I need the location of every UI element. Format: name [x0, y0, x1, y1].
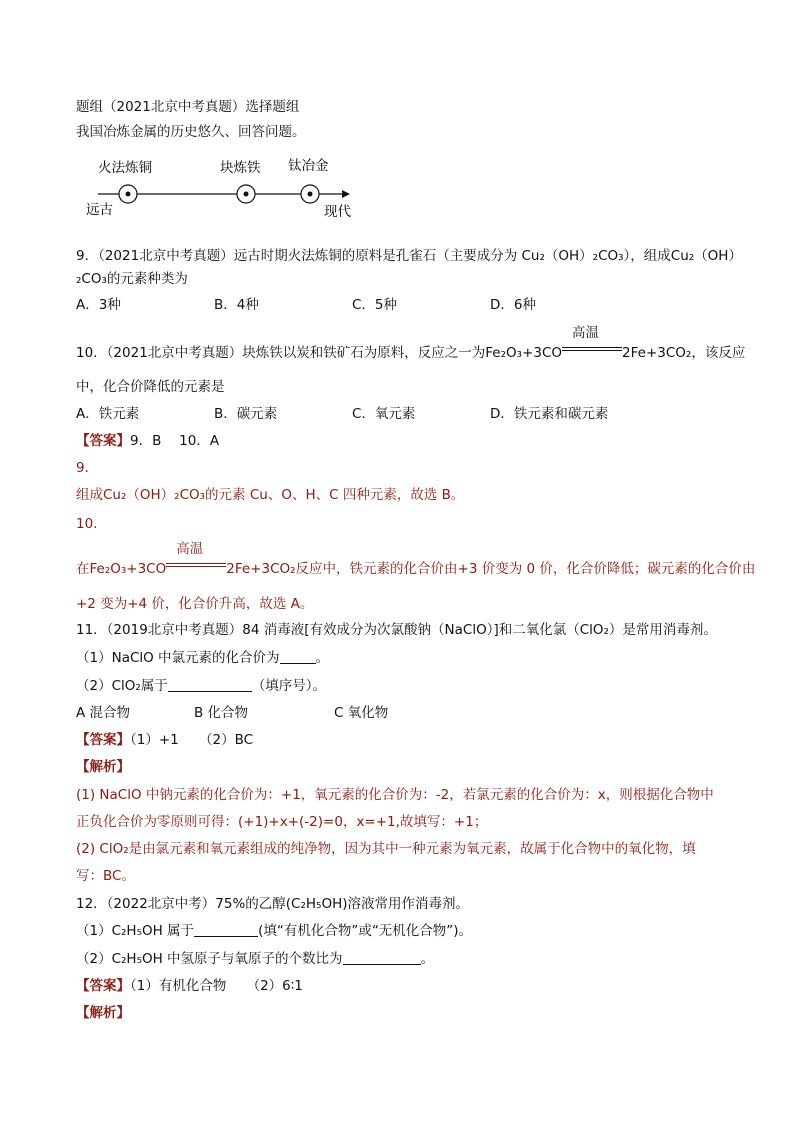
answer-11: 【答案】（1）+1 （2）BC: [76, 732, 254, 748]
question-10-stem: 10．（2021北京中考真题）块炼铁以炭和铁矿石为原料，反应之一为Fe₂O₃+3CO 高温 2Fe+3CO₂，该反应: [76, 325, 746, 361]
timeline-event-1: 火法炼铜: [98, 160, 152, 176]
analysis-10-number: 10．: [76, 516, 107, 532]
option-d: D．铁元素和碳元素: [490, 406, 609, 422]
analysis-9-number: 9．: [76, 460, 99, 476]
question-11-options: [76, 703, 388, 723]
analysis-heading-2: 【解析】: [76, 1005, 130, 1021]
answer-blank[interactable]: [168, 677, 252, 692]
option-a: A．铁元素: [76, 406, 140, 422]
analysis-11-line-1: (1) NaClO 中钠元素的化合价为：+1，氧元素的化合价为：-2，若氯元素的化合价为：x，则根据化合物中: [76, 787, 714, 803]
question-9-stem-cont: ₂CO₃的元素种类为: [76, 271, 188, 287]
option-c: C．5种: [352, 297, 398, 313]
option-b: B．碳元素: [214, 406, 278, 422]
timeline-marker-2: [237, 185, 255, 203]
question-12-part-1: （1）C₂H₅OH 属于 (填“有机化合物”或“无机化合物”)。: [76, 923, 473, 939]
reaction-condition: 高温: [166, 553, 226, 573]
analysis-11-line-4: 写：BC。: [76, 868, 135, 884]
option-d: D．6种: [490, 297, 536, 313]
question-10-options: [76, 404, 608, 424]
question-12-part-2: （2）C₂H₅OH 中氢原子与氧原子的个数比为 。: [76, 951, 435, 967]
timeline-start-label: 远古: [86, 202, 113, 218]
option-c: C．氧元素: [352, 406, 416, 422]
timeline-marker-3: [301, 185, 319, 203]
option-b: B．4种: [214, 297, 259, 313]
question-12-stem: 12．（2022北京中考）75%的乙醇(C₂H₅OH)溶液常用作消毒剂。: [76, 896, 470, 912]
question-11-part-2: （2）ClO₂属于 （填序号）。: [76, 678, 327, 694]
reaction-condition: 高温: [562, 337, 622, 357]
timeline-marker-1: [119, 185, 137, 203]
answer-12: 【答案】（1）有机化合物 （2）6∶1: [76, 978, 303, 994]
analysis-heading: 【解析】: [76, 759, 130, 775]
answer-blank[interactable]: [194, 922, 258, 937]
timeline-end-label: 现代: [324, 204, 351, 220]
question-9-stem: 9．（2021北京中考真题）远古时期火法炼铜的原料是孔雀石（主要成分为 Cu₂（OH）₂CO₃），组成Cu₂（OH）: [76, 248, 742, 264]
question-10-stem-cont: 中，化合价降低的元素是: [76, 379, 225, 395]
option-a: A 混合物: [76, 705, 131, 721]
analysis-9-text: 组成Cu₂（OH）₂CO₃的元素 Cu、O、H、C 四种元素，故选 B。: [76, 487, 465, 503]
question-11-part-1: （1）NaClO 中氯元素的化合价为 。: [76, 650, 330, 666]
option-a: A．3种: [76, 297, 121, 313]
option-b: B 化合物: [194, 705, 249, 721]
option-c: C 氧化物: [334, 705, 389, 721]
question-11-stem: 11．（2019北京中考真题）84 消毒液[有效成分为次氯酸钠（NaClO）]和二氧化氯（ClO₂）是常用消毒剂。: [76, 622, 717, 638]
analysis-10-text: 在Fe₂O₃+3CO 高温 2Fe+3CO₂反应中，铁元素的化合价由+3 价变为 0 价，化合价降低；碳元素的化合价由: [76, 541, 756, 577]
history-timeline: [80, 158, 370, 222]
answer-blank[interactable]: [280, 649, 316, 664]
timeline-event-2: 块炼铁: [220, 160, 261, 176]
timeline-event-3: 钛冶金: [288, 158, 329, 174]
question-9-options: [76, 295, 536, 315]
analysis-10-text-cont: +2 变为+4 价，化合价升高，故选 A。: [76, 596, 314, 612]
answer-9-10: 【答案】9．B 10．A: [76, 433, 220, 449]
timeline-arrow: [342, 190, 350, 198]
answer-blank[interactable]: [343, 950, 421, 965]
analysis-11-line-3: (2) ClO₂是由氯元素和氧元素组成的纯净物，因为其中一种元素为氧元素，故属于化合物中的氧化物，填: [76, 841, 696, 857]
group-title: 题组（2021北京中考真题）选择题组: [76, 99, 300, 115]
intro-text: 我国冶炼金属的历史悠久、回答问题。: [76, 124, 306, 140]
analysis-11-line-2: 正负化合价为零原则可得：(+1)+x+(-2)=0，x=+1,故填写：+1；: [76, 814, 488, 830]
